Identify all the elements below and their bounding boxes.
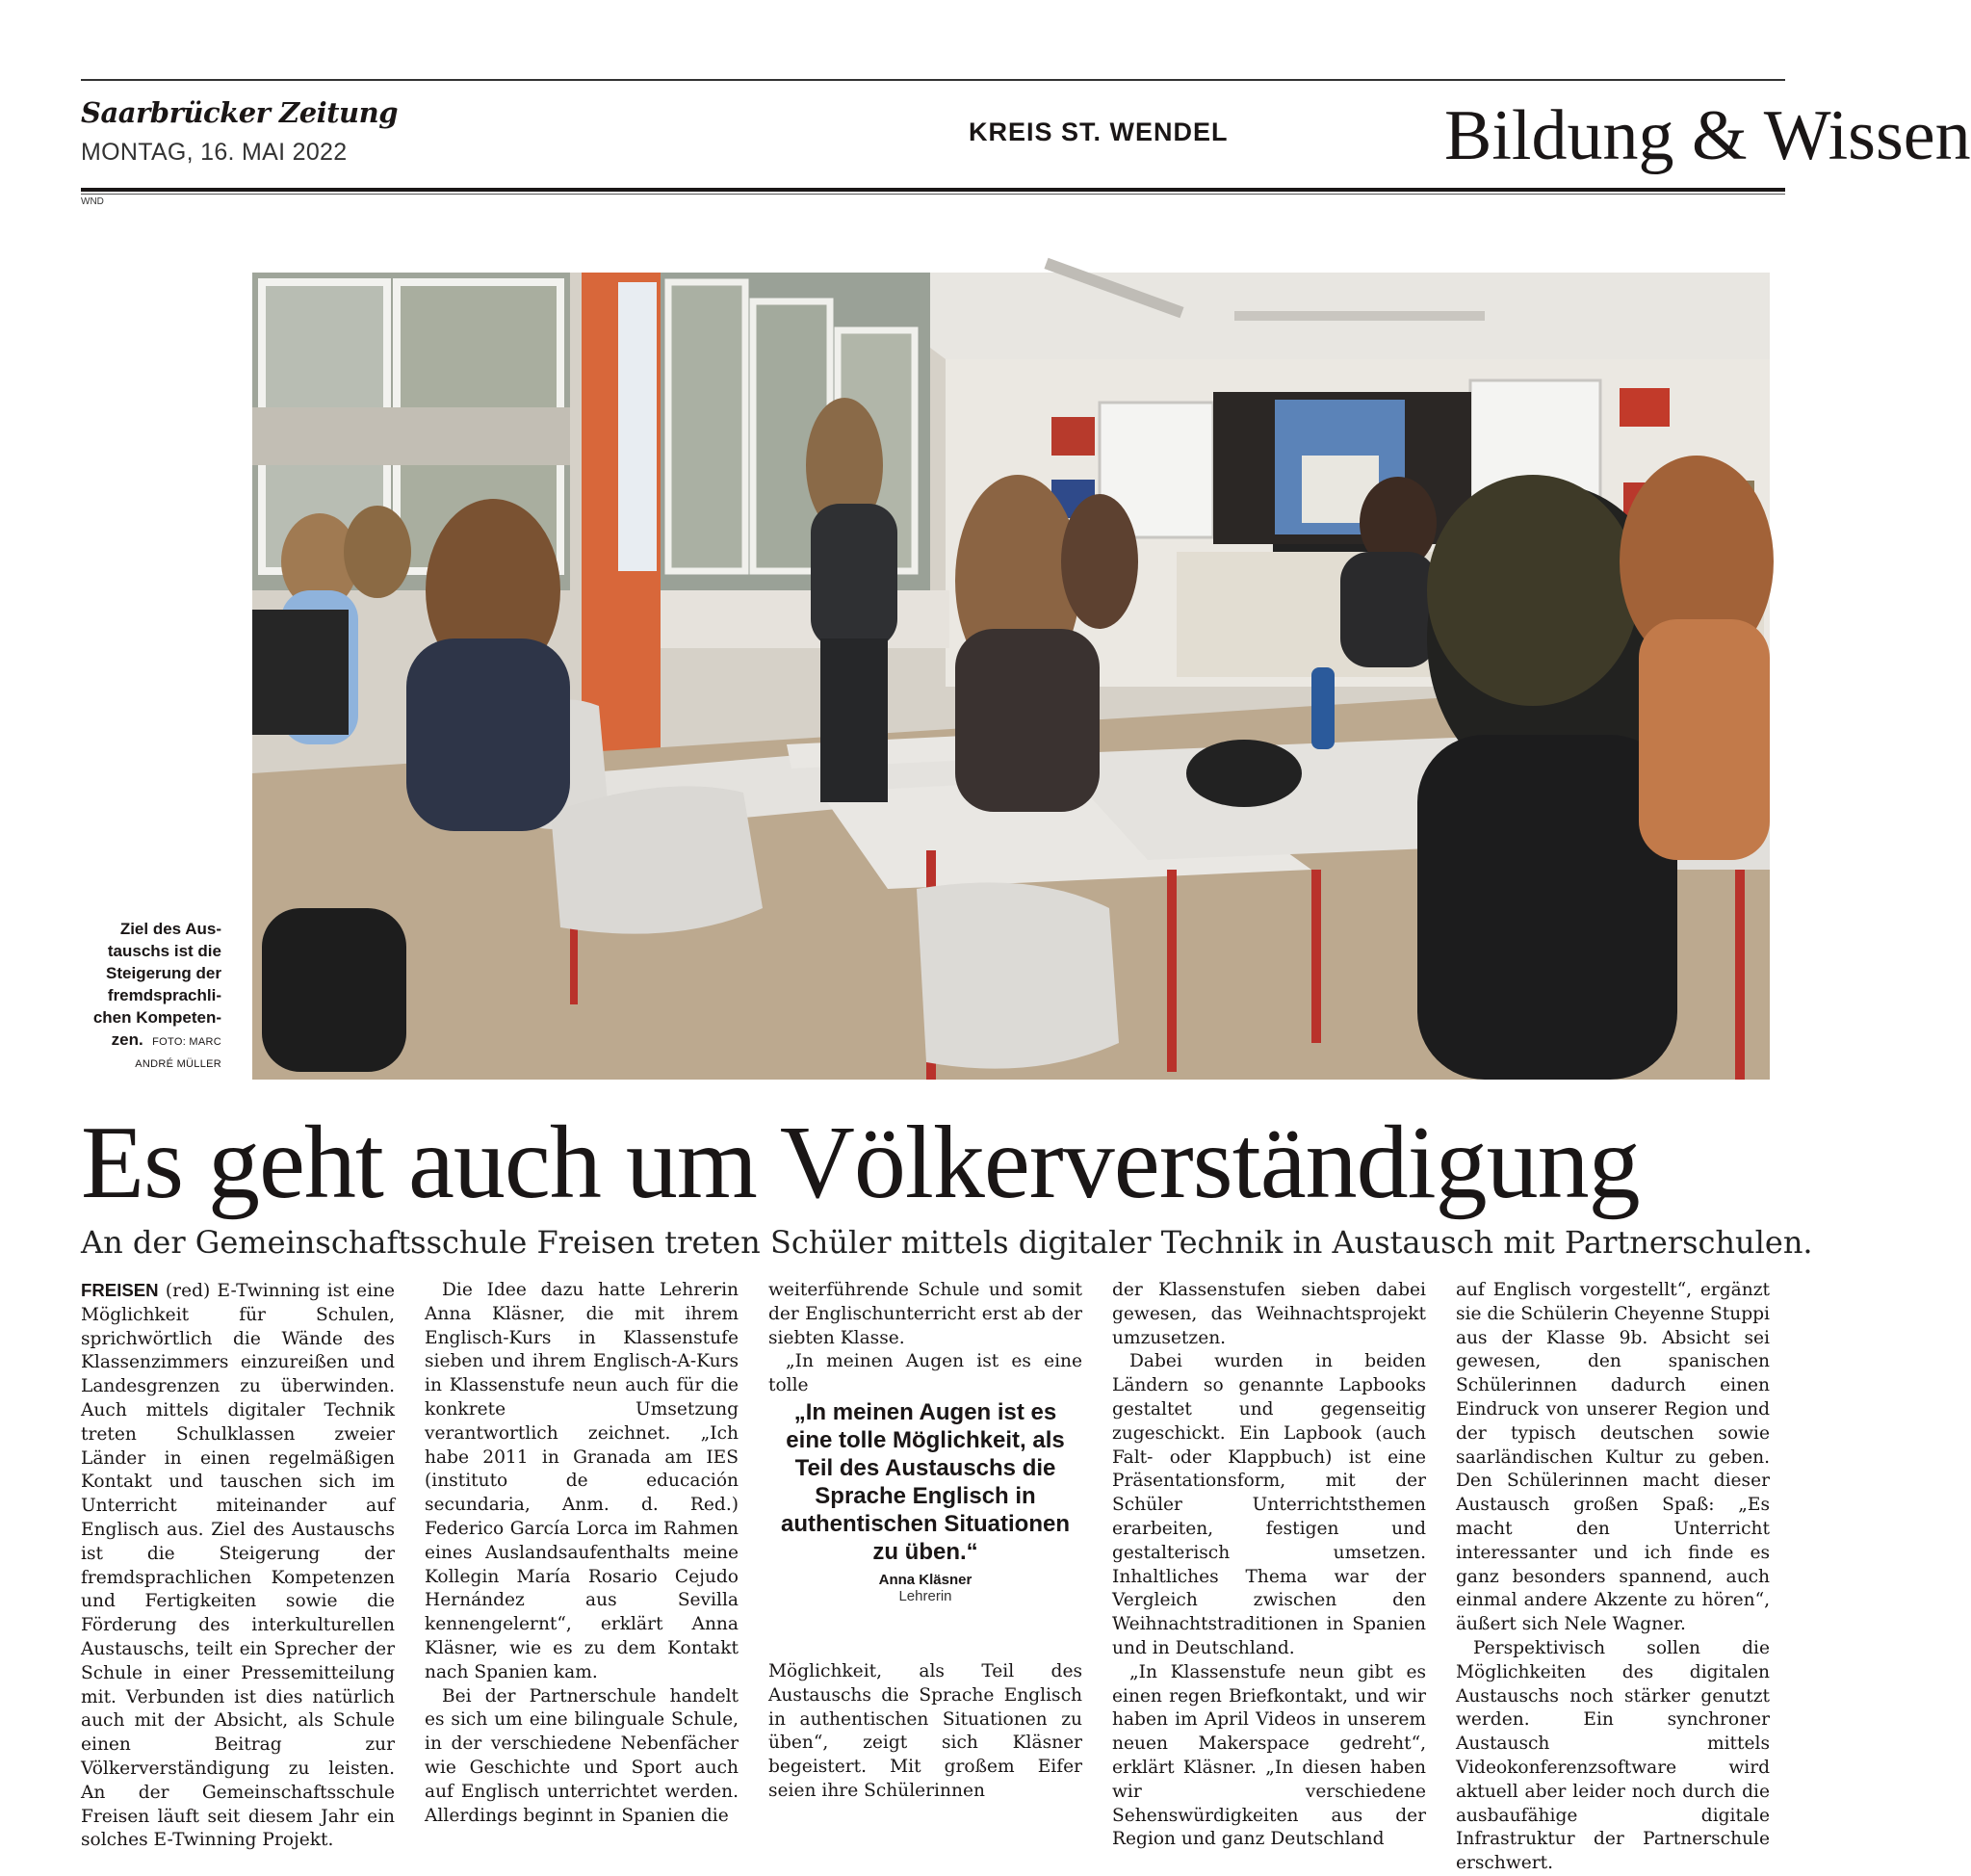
masthead-rule-thin [81,194,1785,195]
pull-quote [768,1398,1082,1604]
article-column-2 [425,1279,739,1828]
paragraph [81,1279,395,1853]
top-rule [81,79,1785,81]
paragraph: „In Klassenstufe neun gibt es einen regen Briefkontakt, und wir haben im April Videos in unserem neuen Makerspace gedreht“, erklärt Kläsner. „In diesen haben wir verschiedene Sehenswürdigkeiten aus der Region und ganz Deutschland [1112,1661,1426,1850]
caption-line: Ziel des Aus- [119,920,221,938]
paragraph: Bei der Partnerschule handelt es sich um eine bilinguale Schule, in der verschiedene Nebenfächer wie Geschichte und Sport auch auf Englisch unterrichtet werden. Allerdings beginnt in Spanien die [425,1685,739,1826]
photo-credit-name: ANDRÉ MÜLLER [135,1058,221,1070]
caption-line: tauschs ist die [107,942,221,960]
pull-quote-author: Anna Kläsner [878,1572,973,1588]
caption-last-line [81,1029,221,1054]
paragraph: auf Englisch vorgestellt“, ergänzt sie die Schülerin Cheyenne Stuppi aus der Klasse 9b. Absicht sei gewesen, den spanischen Schülerinnen dadurch einen Eindruck von unserer Region und der typisch deutschen sowie saarländischen Kultur zu geben. Den Schülerinnen macht dieser Austausch großen Spaß: „Es macht den Unterricht interessanter und ich finde es ganz besonders spannend, auch einmal andere Akzente zu hören“, äußert sich Nele Wagner. [1456,1280,1770,1635]
paragraph: Die Idee dazu hatte Lehrerin Anna Kläsner, die mit ihrem Englisch-Kurs in Klassenstufe sieben und ihrem Englisch-A-Kurs in Klassenstufe neun auch für die konkrete Umsetzung verantwortlich zeichnet. „Ich habe 2011 in Granada am IES (instituto de educación secundaria, Anm. d. Red.) Federico García Lorca im Rahmen eines Auslandsaufenthalts meine Kollegin María Rosario Cejudo Hernández aus Sevilla kennengelernt“, erklärt Anna Kläsner, wie es zu dem Kontakt nach Spanien kam. [425,1280,739,1682]
pull-quote-role: Lehrerin [898,1588,952,1604]
paragraph-text: (red) E-Twinning ist eine Möglichkeit für Schulen, sprichwörtlich die Wände des Klassenzimmers einzureißen und Landesgrenzen zu überwinden. Auch mittels digitaler Technik treten Schulklassen zweier Länder in einen regelmäßigen Kontakt und tauschen sich im Unterricht miteinander auf Englisch aus. Ziel des Austauschs ist die Steigerung der fremdsprachlichen Kompetenzen und Fertigkeiten sowie die Förderung des interkulturellen Austauschs, teilt ein Sprecher der Schule in einer Pressemitteilung mit. Verbunden ist dies natürlich auch mit der Absicht, als Schule einen Beitrag zur Völkerverständigung zu leisten. An der Gemeinschaftsschule Freisen läuft seit diesem Jahr ein solches E-Twinning Projekt. [81,1281,395,1851]
classroom-illustration [252,273,1770,1080]
photo-caption [81,918,221,1076]
article-column-3-continued [768,1660,1082,1804]
article-column-3 [768,1279,1082,1398]
paragraph: „In meinen Augen ist es eine tolle [768,1351,1082,1396]
section-title: Bildung & Wissen [1444,96,1971,175]
paragraph: weiterführende Schule und somit der Englischunterricht erst ab der siebten Klasse. [768,1280,1082,1348]
article-column-5 [1456,1279,1770,1876]
classroom-photo [252,273,1770,1080]
dateline: FREISEN [81,1280,159,1300]
paragraph: Dabei wurden in beiden Ländern so genannte Lapbooks gestaltet und gegenseitig zugeschickt. Ein Lapbook (auch Falt- oder Klappbuch) ist eine Präsentationsform, mit der Schüler Unterrichtsthemen erarbeiten, festigen und gestalterisch umsetzen. Inhaltliches Thema war der Vergleich zwischen den Weihnachtstraditionen in Spanien und in Deutschland. [1112,1351,1426,1658]
newspaper-logo: Saarbrücker Zeitung [81,96,398,129]
photo-credit: FOTO: MARC [152,1036,221,1048]
article-column-1 [81,1279,395,1853]
caption-line: Steigerung der [106,964,221,982]
paragraph: Perspektivisch sollen die Möglichkeiten des digitalen Austauschs noch stärker genutzt werden. Ein synchroner Austausch mittels Videokonferenzsoftware wird aktuell aber leider noch durch die ausbaufähige digitale Infrastruktur der Partnerschule erschwert. [1456,1637,1770,1874]
paragraph: Möglichkeit, als Teil des Austauschs die Sprache Englisch in authentischen Situationen zu üben“, zeigt sich Kläsner begeistert. Mit großem Eifer seien ihre Schülerinnen [768,1661,1082,1801]
caption-line: fremdsprachli- [107,986,221,1004]
region-label: KREIS ST. WENDEL [969,117,1229,146]
masthead-rule [81,188,1785,192]
paragraph: der Klassenstufen sieben dabei gewesen, das Weihnachtsprojekt umzusetzen. [1112,1280,1426,1348]
article-column-4 [1112,1279,1426,1852]
pull-quote-text: „In meinen Augen ist es eine tolle Möglichkeit, als Teil des Austauschs die Sprache Englisch in authentischen Situationen zu üben.“ [780,1399,1071,1565]
edition-code: WND [81,196,104,207]
issue-date: MONTAG, 16. MAI 2022 [81,139,348,166]
caption-line: zen. [111,1030,143,1049]
caption-line: chen Kompeten- [92,1008,221,1027]
headline: Es geht auch um Völkerverständigung [81,1106,1640,1220]
subheadline: An der Gemeinschaftsschule Freisen treten Schüler mittels digitaler Technik in Austausch mit Partnerschulen. [81,1224,1813,1261]
